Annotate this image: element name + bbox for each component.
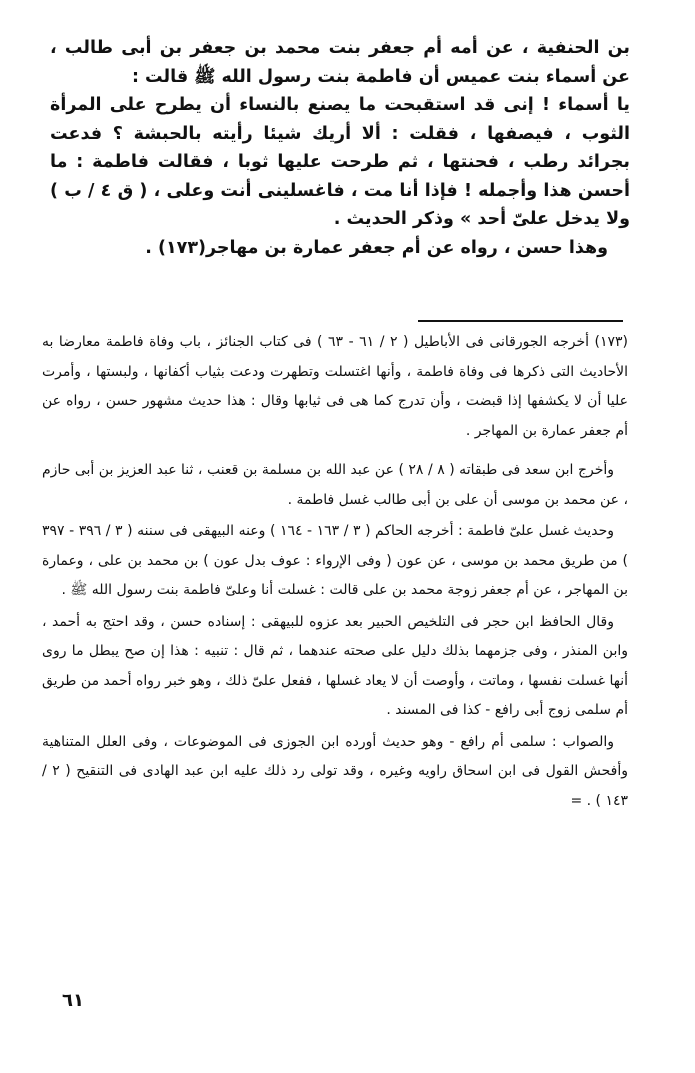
main-paragraph-1: بن الحنفية ، عن أمه أم جعفر بنت محمد بن جعفر بن أبى طالب ، عن أسماء بنت عميس أن فاطمة بنت رسول الله ﷺ قالت :: [50, 38, 630, 87]
footnote-paragraph-ibn-hajar: وقال الحافظ ابن حجر فى التلخيص الحبير بعد عزوه للبيهقى : إسناده حسن ، وقد احتج به أحمد ، وابن المنذر ، وفى جزمهما بذلك دليل على صحته عندهما ، ثم قال : تنبيه : هذا إن صح يبطل ما روى أنها غسلت نفسها ، وماتت ، وأوصت أن لا يعاد غسلها ، ففعل علىّ ذلك ، وهو خبر رواه أحمد من طريق أم سلمى زوج أبى رافع - كذا فى المسند .: [42, 613, 628, 718]
page-number: ٦١: [62, 990, 84, 1011]
main-text: [50, 34, 630, 262]
footnote-173: (١٧٣) أخرجه الجورقانى فى الأباطيل ( ٢ / ٦١ - ٦٣ ) فى كتاب الجنائز ، باب وفاة فاطمة معارضا به الأحاديث التى ذكرها فى وفاة فاطمة ، وأنها اغتسلت وتطهرت ودعت بثياب أكفانها ، ولبستها ، وأمرت عليا أن لا يكشفها إذا قبضت ، وأن تدرج كما هى فى ثيابها وقال : هذا حديث مشهور حسن ، رواه عن أم جعفر عمارة بن المهاجر .: [42, 334, 628, 439]
main-paragraph-3: وهذا حسن ، رواه عن أم جعفر عمارة بن مهاجر(١٧٣) .: [145, 237, 608, 258]
footnote-paragraph-correction: والصواب : سلمى أم رافع - وهو حديث أورده ابن الجوزى فى الموضوعات ، وفى العلل المتناهية وأفحش القول فى ابن اسحاق راويه وغيره ، وقد تولى رد ذلك عليه ابن عبد الهادى فى التنقيح ( ٢ / ١٤٣ ) . =: [42, 733, 628, 809]
footnote-paragraph-hakim: وحديث غسل علىّ فاطمة : أخرجه الحاكم ( ٣ / ١٦٣ - ١٦٤ ) وعنه البيهقى فى سننه ( ٣ / ٣٩٦ - ٣٩٧ ) من طريق محمد بن موسى ، عن عون ( وفى الإرواء : عوف بدل عون ) بن محمد بن على ، وعمارة بن المهاجر ، عن أم جعفر زوجة محمد بن على قالت : غسلت أنا وعلىّ فاطمة بنت رسول الله ﷺ .: [42, 523, 628, 598]
footnotes: [42, 328, 628, 816]
main-paragraph-2: يا أسماء ! إنى قد استقبحت ما يصنع بالنساء أن يطرح على المرأة الثوب ، فيصفها ، فقلت : ألا أريك شيئا رأيته بالحبشة ؟ فدعت بجرائد رطب ، فحنتها ، ثم طرحت عليها ثوبا ، فقالت فاطمة : ما أحسن هذا وأجمله ! فإذا أنا مت ، فاغسلينى أنت وعلى ، ( ق ٤ / ب ) ولا يدخل علىّ أحد » وذكر الحديث .: [50, 95, 630, 229]
footnote-separator: [418, 320, 623, 322]
footnote-paragraph-ibn-saad: وأخرج ابن سعد فى طبقاته ( ٨ / ٢٨ ) عن عبد الله بن مسلمة بن قعنب ، ثنا عبد العزيز بن أبى حازم ، عن محمد بن موسى أن على بن أبى طالب غسل فاطمة .: [42, 462, 628, 508]
